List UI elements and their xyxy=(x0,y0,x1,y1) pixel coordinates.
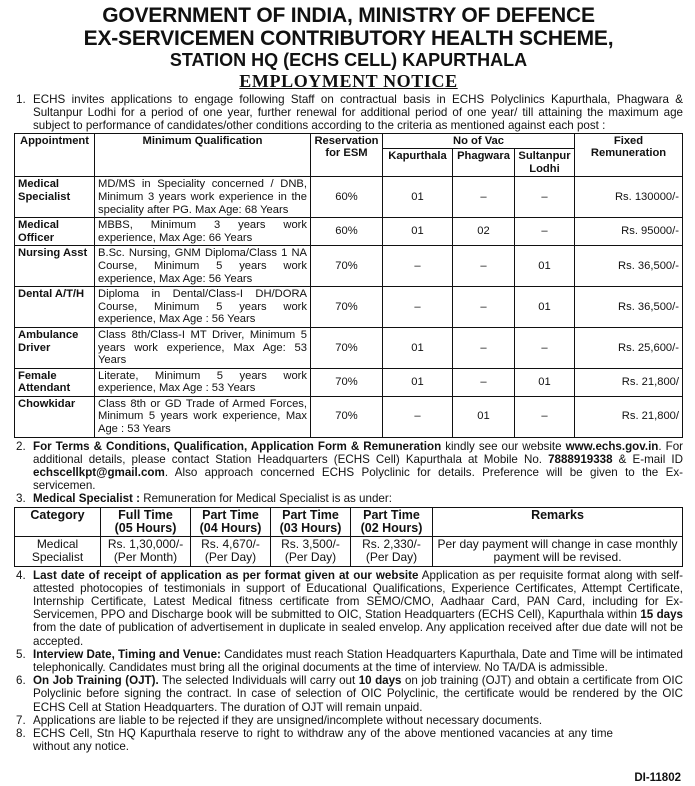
header-part-time-3: Part Time (03 Hours) xyxy=(271,507,351,536)
notice-title: EMPLOYMENT NOTICE xyxy=(239,71,458,91)
cell-qualification: Class 8th/Class-I MT Driver, Minimum 5 years work experience, Max Age: 53 Years xyxy=(95,327,311,368)
item-text: ECHS Cell, Stn HQ Kapurthala reserve to right to withdraw any of the above mentioned vacancies at any time without any notice. xyxy=(33,726,613,754)
item-1 xyxy=(14,93,683,133)
cell-sultanpur: 01 xyxy=(515,287,575,328)
cell-phagwara: – xyxy=(453,177,515,218)
vacancy-table xyxy=(14,133,683,438)
email-address: echscellkpt@gmail.com xyxy=(33,466,165,480)
header-phagwara: Phagwara xyxy=(453,149,515,177)
header-part-time-4: Part Time (04 Hours) xyxy=(191,507,271,536)
mobile-number: 7888919338 xyxy=(548,452,613,466)
days-count: 15 days xyxy=(640,608,683,622)
item-3 xyxy=(14,492,683,505)
cell-remuneration: Rs. 95000/- xyxy=(575,218,683,246)
cell-qualification: MD/MS in Speciality concerned / DNB, Minimum 3 years work experience in the speciality after PG. Max Age: 68 Years xyxy=(95,177,311,218)
item-text: The selected Individuals will carry out xyxy=(158,674,359,688)
cell-reservation: 60% xyxy=(311,218,383,246)
cell-reservation: 70% xyxy=(311,327,383,368)
cell-remuneration: Rs. 21,800/ xyxy=(575,368,683,396)
table-row xyxy=(15,396,683,437)
cell-full-time: Rs. 1,30,000/- (Per Month) xyxy=(101,537,191,566)
item-text: . Also approach concerned ECHS Polyclinic for details. Preference will be given to the Ex-servicemen. xyxy=(33,466,683,493)
cell-phagwara: – xyxy=(453,327,515,368)
item-number: 3. xyxy=(16,492,26,506)
reference-number: DI-11802 xyxy=(634,772,681,784)
header-line-2: EX-SERVICEMEN CONTRIBUTORY HEALTH SCHEME, xyxy=(83,27,614,50)
cell-kapurthala: 01 xyxy=(383,177,453,218)
cell-qualification: Class 8th or GD Trade of Armed Forces, Minimum 5 years work experience, Max Age : 53 Years xyxy=(95,396,311,437)
cell-remuneration: Rs. 21,800/ xyxy=(575,396,683,437)
medical-specialist-heading: Medical Specialist : xyxy=(33,492,140,506)
table-row xyxy=(15,218,683,246)
cell-sultanpur: – xyxy=(515,327,575,368)
header-appointment: Appointment xyxy=(15,133,95,177)
item-2 xyxy=(14,440,683,493)
cell-phagwara: – xyxy=(453,368,515,396)
cell-sultanpur: 01 xyxy=(515,368,575,396)
item-number: 2. xyxy=(16,439,26,453)
item-number: 8. xyxy=(16,726,26,740)
cell-remuneration: Rs. 25,600/- xyxy=(575,327,683,368)
header-line-3: STATION HQ (ECHS CELL) KAPURTHALA xyxy=(169,50,528,70)
cell-remuneration: Rs. 36,500/- xyxy=(575,287,683,328)
cell-phagwara: 02 xyxy=(453,218,515,246)
cell-qualification: MBBS, Minimum 3 years work experience, Max Age: 66 Years xyxy=(95,218,311,246)
item-text: Candidates must reach Station Headquarters Kapurthala, Date and Time will be intimated telephonically. Candidates must bring all the original documents at the time of interview. No TA/DA is admissible. xyxy=(33,647,684,674)
last-date-heading: Last date of receipt of application as per format given at our website xyxy=(33,568,419,582)
cell-sultanpur: – xyxy=(515,177,575,218)
interview-heading: Interview Date, Timing and Venue: xyxy=(33,647,221,661)
cell-reservation: 70% xyxy=(311,246,383,287)
cell-qualification: Literate, Minimum 5 years work experience, Max Age : 53 Years xyxy=(95,368,311,396)
cell-remarks: Per day payment will change in case monthly payment will be revised. xyxy=(433,537,683,566)
header-part-time-2: Part Time (02 Hours) xyxy=(351,507,433,536)
cell-appointment: Medical Officer xyxy=(15,218,95,246)
cell-part-time-2: Rs. 2,330/- (Per Day) xyxy=(351,537,433,566)
cell-reservation: 70% xyxy=(311,396,383,437)
table-row xyxy=(15,537,683,566)
cell-part-time-3: Rs. 3,500/- (Per Day) xyxy=(271,537,351,566)
header-kapurthala: Kapurthala xyxy=(383,149,453,177)
cell-kapurthala: 01 xyxy=(383,368,453,396)
cell-qualification: Diploma in Dental/Class-I DH/DORA Course, Minimum 5 years work experience, Max Age : 56 Years xyxy=(95,287,311,328)
header-remarks: Remarks xyxy=(433,507,683,536)
item-text: Application as per requisite format along with self-attested photocopies of testimonials in support of Educational Qualifications, Experience Certificates, Attempt Certificate, Internship Certificate, Latest Medical fitness certificate from SEMO/CMO, Aadhaar Card, PAN Card, including for Ex-Servicemen, PPO and Discharge book will be submitted to OIC, Station Headquarters (ECHS Cell), Kapurthala within xyxy=(33,568,683,622)
item-text: from the date of publication of advertisement in duplicate in sealed envelop. Any application received after due date will not be accepted. xyxy=(33,621,683,648)
item-4 xyxy=(14,569,683,648)
item-text: ECHS invites applications to engage following Staff on contractual basis in ECHS Polyclinics Kapurthala, Phagwara & Sultanpur Lodhi for a period of one year, further renewal for additional period of one year/ till attaining the maximum age subject to performance of candidates/other conditions according to the criteria as mentioned against each post : xyxy=(33,93,683,133)
table-row xyxy=(15,246,683,287)
item-number: 4. xyxy=(16,568,26,582)
cell-category: Medical Specialist xyxy=(15,537,101,566)
cell-part-time-4: Rs. 4,670/- (Per Day) xyxy=(191,537,271,566)
item-5 xyxy=(14,648,683,674)
remuneration-table xyxy=(14,507,683,567)
terms-heading: For Terms & Conditions, Qualification, Application Form & Remuneration xyxy=(33,439,442,453)
header-category: Category xyxy=(15,507,101,536)
table-row xyxy=(15,177,683,218)
header-line-1: GOVERNMENT OF INDIA, MINISTRY OF DEFENCE xyxy=(102,4,595,27)
cell-appointment: Nursing Asst xyxy=(15,246,95,287)
header-no-of-vac: No of Vac xyxy=(383,133,575,149)
cell-appointment: Medical Specialist xyxy=(15,177,95,218)
item-text: & E-mail ID xyxy=(612,452,684,466)
website-text: www.echs.gov.in xyxy=(565,439,659,453)
header-remuneration: Fixed Remuneration xyxy=(575,133,683,177)
cell-reservation: 70% xyxy=(311,287,383,328)
ojt-days: 10 days xyxy=(358,674,402,688)
cell-sultanpur: – xyxy=(515,396,575,437)
item-number: 6. xyxy=(16,674,26,688)
header-full-time: Full Time (05 Hours) xyxy=(101,507,191,536)
item-number: 7. xyxy=(16,713,26,727)
cell-sultanpur: – xyxy=(515,218,575,246)
cell-kapurthala: – xyxy=(383,396,453,437)
cell-kapurthala: 01 xyxy=(383,218,453,246)
item-text: on job training (OJT) and obtain a certificate from OIC Polyclinic before signing the contract. In case of selection of OIC Polyclinic, the certificate would be rendered by the OIC ECHS Cell at Station Headquarters. The duration of OJT will remain unpaid. xyxy=(33,674,683,714)
header-qualification: Minimum Qualification xyxy=(95,133,311,177)
cell-phagwara: 01 xyxy=(453,396,515,437)
cell-kapurthala: – xyxy=(383,287,453,328)
cell-reservation: 70% xyxy=(311,368,383,396)
cell-appointment: Chowkidar xyxy=(15,396,95,437)
item-6 xyxy=(14,674,683,714)
cell-qualification: B.Sc. Nursing, GNM Diploma/Class 1 NA Course, Minimum 5 years work experience, Max Age: 56 Years xyxy=(95,246,311,287)
cell-phagwara: – xyxy=(453,246,515,287)
ojt-heading: On Job Training (OJT). xyxy=(33,674,159,688)
cell-kapurthala: 01 xyxy=(383,327,453,368)
table-row xyxy=(15,327,683,368)
cell-phagwara: – xyxy=(453,287,515,328)
item-8 xyxy=(14,727,683,753)
cell-appointment: Dental A/T/H xyxy=(15,287,95,328)
item-7 xyxy=(14,714,683,727)
cell-reservation: 60% xyxy=(311,177,383,218)
cell-appointment: Female Attendant xyxy=(15,368,95,396)
header-sultanpur: Sultanpur Lodhi xyxy=(515,149,575,177)
item-text: . For additional details, please contact Station Headquarters (ECHS Cell) Kapurthala at Mobile No. xyxy=(33,439,684,466)
cell-kapurthala: – xyxy=(383,246,453,287)
item-text: Remuneration for Medical Specialist is as under: xyxy=(139,492,392,506)
item-number: 1. xyxy=(16,93,26,106)
table-row xyxy=(15,287,683,328)
cell-sultanpur: 01 xyxy=(515,246,575,287)
item-text: kindly see our website xyxy=(441,439,566,453)
cell-appointment: Ambulance Driver xyxy=(15,327,95,368)
table-row xyxy=(15,368,683,396)
cell-remuneration: Rs. 130000/- xyxy=(575,177,683,218)
item-text: Applications are liable to be rejected if they are unsigned/incomplete without necessary documents. xyxy=(33,713,543,727)
item-number: 5. xyxy=(16,647,26,661)
cell-remuneration: Rs. 36,500/- xyxy=(575,246,683,287)
header-reservation: Reservation for ESM xyxy=(311,133,383,177)
